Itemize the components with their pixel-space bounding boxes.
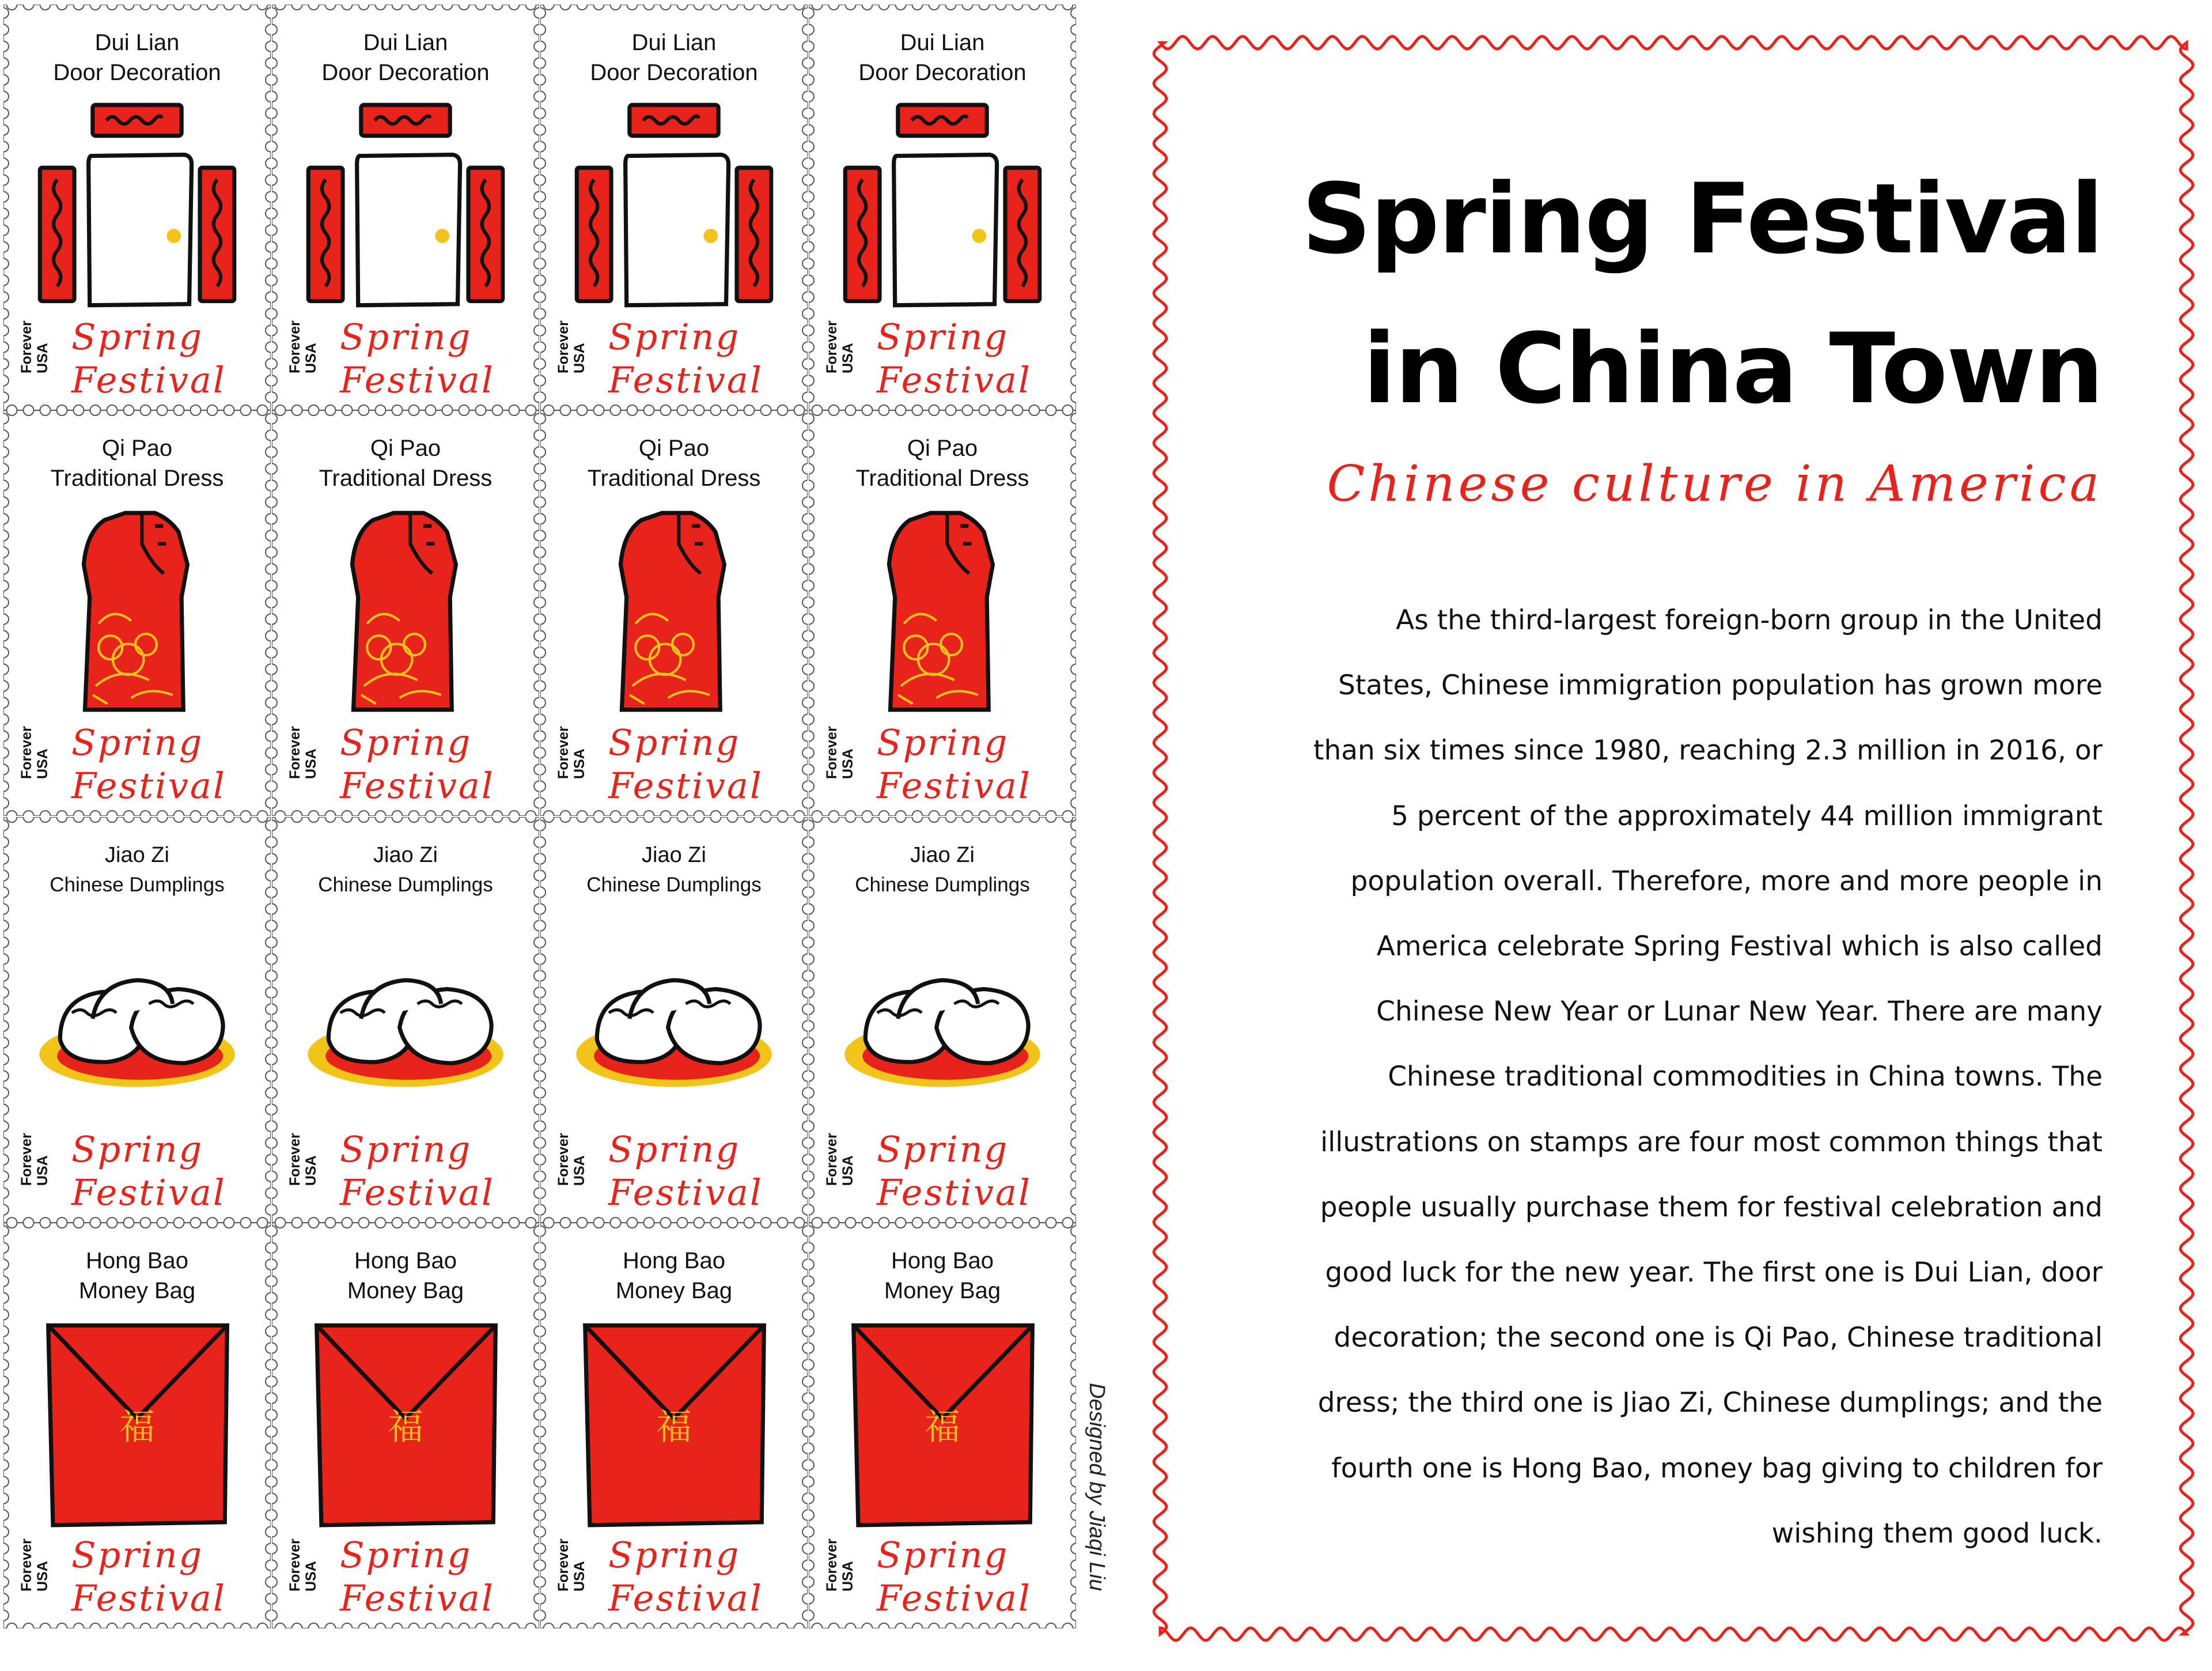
denomination-forever: Forever bbox=[287, 1133, 303, 1186]
stamp-item-description: Chinese Dumplings bbox=[855, 874, 1030, 896]
stamp-word-festival: Festival bbox=[608, 765, 763, 807]
stamp-sheet bbox=[0, 0, 1094, 1659]
stamp-item-description: Door Decoration bbox=[53, 60, 221, 85]
stamp-bag-1 bbox=[3, 1223, 271, 1628]
body-line: dress; the third one is Jiao Zi, Chinese dumplings; and the bbox=[1317, 1387, 2103, 1419]
stamp-caption bbox=[540, 1246, 808, 1306]
stamp-denomination bbox=[555, 704, 607, 779]
stamp-denomination bbox=[18, 298, 70, 373]
bag-illustration bbox=[33, 1321, 241, 1528]
stamp-denomination bbox=[287, 1111, 339, 1186]
body-text bbox=[1285, 588, 2103, 1566]
stamp-denomination bbox=[824, 298, 876, 373]
stamp-caption bbox=[540, 840, 808, 900]
stamp-word-spring: Spring bbox=[71, 1128, 204, 1170]
stamp-denomination bbox=[555, 298, 607, 373]
stamp-item-name: Qi Pao bbox=[370, 436, 441, 461]
denomination-usa: USA bbox=[571, 1155, 588, 1186]
dumplings-illustration bbox=[570, 915, 778, 1122]
stamp-word-festival: Festival bbox=[877, 765, 1032, 807]
denomination-usa: USA bbox=[840, 343, 856, 373]
dumplings-illustration bbox=[33, 915, 241, 1122]
stamp-item-description: Chinese Dumplings bbox=[50, 874, 225, 896]
stamp-bag-3 bbox=[540, 1223, 808, 1628]
stamp-item-name: Jiao Zi bbox=[910, 843, 975, 867]
stamp-denomination bbox=[824, 1517, 876, 1591]
body-line: than six times since 1980, reaching 2.3 million in 2016, or bbox=[1313, 735, 2103, 767]
stamp-item-description: Money Bag bbox=[615, 1278, 733, 1303]
denomination-forever: Forever bbox=[287, 1538, 303, 1591]
body-line: good luck for the new year. The first one is Dui Lian, door bbox=[1325, 1257, 2103, 1289]
subtitle: Chinese culture in America bbox=[1327, 455, 2103, 513]
stamp-item-description: Door Decoration bbox=[590, 60, 758, 85]
stamp-word-spring: Spring bbox=[877, 721, 1009, 763]
stamp-word-festival: Festival bbox=[608, 1171, 763, 1213]
stamp-word-spring: Spring bbox=[877, 1128, 1009, 1170]
dress-illustration bbox=[302, 508, 509, 716]
body-line: 5 percent of the approximately 44 million immigrant bbox=[1391, 800, 2103, 832]
denomination-usa: USA bbox=[571, 1561, 588, 1591]
stamp-item-name: Hong Bao bbox=[86, 1248, 188, 1273]
dumplings-illustration bbox=[302, 915, 509, 1122]
stamp-word-festival: Festival bbox=[340, 1577, 495, 1619]
stamp-word-festival: Festival bbox=[71, 1577, 226, 1619]
door-illustration bbox=[33, 103, 241, 310]
stamp-item-description: Money Bag bbox=[884, 1278, 1001, 1303]
stamp-denomination bbox=[287, 1517, 339, 1591]
fortune-glyph: 福 bbox=[388, 1406, 423, 1448]
denomination-usa: USA bbox=[840, 1155, 856, 1186]
stamp-item-name: Dui Lian bbox=[900, 30, 985, 55]
stamp-item-description: Money Bag bbox=[78, 1278, 196, 1303]
fortune-glyph: 福 bbox=[925, 1406, 960, 1448]
stamp-item-description: Money Bag bbox=[347, 1278, 464, 1303]
denomination-forever: Forever bbox=[555, 1133, 571, 1186]
stamp-denomination bbox=[18, 1111, 70, 1186]
denomination-forever: Forever bbox=[287, 320, 303, 373]
fortune-glyph: 福 bbox=[119, 1406, 155, 1448]
denomination-forever: Forever bbox=[18, 1538, 35, 1591]
stamp-dress-2 bbox=[272, 410, 539, 816]
body-line: decoration; the second one is Qi Pao, Chinese traditional bbox=[1334, 1322, 2103, 1354]
stamp-item-name: Hong Bao bbox=[623, 1248, 725, 1273]
info-panel bbox=[1152, 35, 2195, 1642]
dress-illustration bbox=[570, 508, 778, 716]
stamp-dumplings-1 bbox=[3, 817, 271, 1223]
stamp-dumplings-2 bbox=[272, 817, 539, 1223]
stamp-caption bbox=[272, 28, 539, 88]
stamp-caption bbox=[3, 1246, 271, 1306]
stamp-caption bbox=[809, 1246, 1076, 1306]
denomination-usa: USA bbox=[35, 1561, 51, 1591]
stamp-caption bbox=[272, 433, 539, 493]
stamp-item-description: Traditional Dress bbox=[319, 466, 493, 491]
stamp-word-spring: Spring bbox=[877, 1534, 1009, 1576]
stamp-word-spring: Spring bbox=[608, 721, 741, 763]
stamp-word-spring: Spring bbox=[608, 1128, 741, 1170]
body-line: As the third-largest foreign-born group in the United bbox=[1396, 604, 2103, 636]
title-line-2: in China Town bbox=[1362, 312, 2103, 425]
denomination-forever: Forever bbox=[824, 1133, 840, 1186]
stamp-item-name: Hong Bao bbox=[891, 1248, 994, 1273]
stamp-caption bbox=[540, 28, 808, 88]
denomination-forever: Forever bbox=[824, 320, 840, 373]
stamp-word-festival: Festival bbox=[340, 1171, 495, 1213]
stamp-item-description: Traditional Dress bbox=[855, 466, 1029, 491]
denomination-usa: USA bbox=[35, 1155, 51, 1186]
stamp-item-name: Qi Pao bbox=[638, 436, 710, 461]
denomination-usa: USA bbox=[303, 1561, 319, 1591]
bag-illustration bbox=[570, 1321, 778, 1528]
designer-credit: Designed by Jiaqi Liu bbox=[1085, 1383, 1109, 1591]
denomination-usa: USA bbox=[303, 1155, 319, 1186]
page-title bbox=[1238, 144, 2103, 444]
stamp-denomination bbox=[824, 1111, 876, 1186]
stamp-dumplings-3 bbox=[540, 817, 808, 1223]
stamp-caption bbox=[809, 28, 1076, 88]
stamp-word-festival: Festival bbox=[608, 359, 763, 401]
denomination-usa: USA bbox=[35, 748, 51, 779]
body-line: illustrations on stamps are four most common things that bbox=[1320, 1126, 2103, 1158]
stamp-item-name: Dui Lian bbox=[94, 30, 180, 55]
denomination-forever: Forever bbox=[18, 1133, 35, 1186]
stamp-door-1 bbox=[3, 5, 271, 410]
title-line-1: Spring Festival bbox=[1301, 162, 2103, 275]
stamp-caption bbox=[3, 433, 271, 493]
stamp-word-festival: Festival bbox=[877, 1577, 1032, 1619]
stamp-bag-2 bbox=[272, 1223, 539, 1628]
stamp-word-spring: Spring bbox=[608, 1534, 741, 1576]
body-line: wishing them good luck. bbox=[1771, 1517, 2103, 1549]
stamp-denomination bbox=[824, 704, 876, 779]
denomination-usa: USA bbox=[571, 343, 588, 373]
stamp-caption bbox=[540, 433, 808, 493]
bag-illustration bbox=[302, 1321, 509, 1528]
denomination-usa: USA bbox=[571, 748, 588, 779]
stamp-caption bbox=[809, 840, 1076, 900]
stamp-caption bbox=[3, 840, 271, 900]
stamp-word-festival: Festival bbox=[608, 1577, 763, 1619]
denomination-forever: Forever bbox=[18, 320, 35, 373]
body-line: population overall. Therefore, more and more people in bbox=[1350, 865, 2103, 897]
stamp-denomination bbox=[18, 1517, 70, 1591]
denomination-usa: USA bbox=[35, 343, 51, 373]
stamp-item-name: Dui Lian bbox=[363, 30, 448, 55]
stamp-item-description: Traditional Dress bbox=[50, 466, 224, 491]
door-illustration bbox=[570, 103, 778, 310]
stamp-word-festival: Festival bbox=[340, 765, 495, 807]
denomination-forever: Forever bbox=[18, 726, 35, 779]
stamp-word-spring: Spring bbox=[340, 316, 472, 358]
door-illustration bbox=[302, 103, 509, 310]
stamp-item-description: Chinese Dumplings bbox=[318, 874, 493, 896]
stamp-word-spring: Spring bbox=[71, 1534, 204, 1576]
stamp-item-description: Traditional Dress bbox=[587, 466, 761, 491]
body-line: fourth one is Hong Bao, money bag giving to children for bbox=[1331, 1452, 2103, 1484]
denomination-forever: Forever bbox=[824, 1538, 840, 1591]
stamp-denomination bbox=[555, 1111, 607, 1186]
stamp-caption bbox=[272, 1246, 539, 1306]
dress-illustration bbox=[33, 508, 241, 716]
denomination-forever: Forever bbox=[555, 726, 571, 779]
denomination-forever: Forever bbox=[555, 1538, 571, 1591]
stamp-caption bbox=[272, 840, 539, 900]
stamp-word-spring: Spring bbox=[340, 1128, 472, 1170]
stamp-denomination bbox=[287, 298, 339, 373]
denomination-forever: Forever bbox=[824, 726, 840, 779]
fortune-glyph: 福 bbox=[656, 1406, 692, 1448]
stamp-item-name: Jiao Zi bbox=[642, 843, 706, 867]
stamp-word-festival: Festival bbox=[71, 1171, 226, 1213]
bag-illustration bbox=[839, 1321, 1046, 1528]
body-line: Chinese New Year or Lunar New Year. There are many bbox=[1376, 996, 2103, 1028]
stamp-word-spring: Spring bbox=[340, 721, 472, 763]
stamp-word-spring: Spring bbox=[71, 316, 204, 358]
denomination-forever: Forever bbox=[287, 726, 303, 779]
stamp-dress-1 bbox=[3, 410, 271, 816]
denomination-usa: USA bbox=[840, 1561, 856, 1591]
stamp-caption bbox=[3, 28, 271, 88]
stamp-word-festival: Festival bbox=[71, 765, 226, 807]
body-line: Chinese traditional commodities in China towns. The bbox=[1388, 1061, 2103, 1093]
stamp-word-spring: Spring bbox=[608, 316, 741, 358]
stamp-item-name: Hong Bao bbox=[354, 1248, 457, 1273]
stamp-denomination bbox=[18, 704, 70, 779]
stamp-item-name: Qi Pao bbox=[101, 436, 173, 461]
stamp-item-name: Jiao Zi bbox=[373, 843, 438, 867]
stamp-word-festival: Festival bbox=[71, 359, 226, 401]
stamp-word-festival: Festival bbox=[877, 1171, 1032, 1213]
stamp-dress-4 bbox=[809, 410, 1076, 816]
body-line: America celebrate Spring Festival which is also called bbox=[1376, 931, 2103, 963]
stamp-door-4 bbox=[809, 5, 1076, 410]
stamp-word-festival: Festival bbox=[340, 359, 495, 401]
denomination-usa: USA bbox=[840, 748, 856, 779]
stamp-item-description: Door Decoration bbox=[858, 60, 1027, 85]
stamp-word-spring: Spring bbox=[340, 1534, 472, 1576]
stamp-word-festival: Festival bbox=[877, 359, 1032, 401]
denomination-usa: USA bbox=[303, 343, 319, 373]
stamp-caption bbox=[809, 433, 1076, 493]
denomination-forever: Forever bbox=[555, 320, 571, 373]
body-line: people usually purchase them for festival celebration and bbox=[1320, 1191, 2103, 1223]
dumplings-illustration bbox=[839, 915, 1046, 1122]
stamp-dress-3 bbox=[540, 410, 808, 816]
stamp-item-name: Jiao Zi bbox=[105, 843, 169, 867]
stamp-item-name: Qi Pao bbox=[907, 436, 978, 461]
door-illustration bbox=[839, 103, 1046, 310]
stamp-item-name: Dui Lian bbox=[631, 30, 717, 55]
stamp-denomination bbox=[555, 1517, 607, 1591]
stamp-word-spring: Spring bbox=[71, 721, 204, 763]
stamp-word-spring: Spring bbox=[877, 316, 1009, 358]
stamp-dumplings-4 bbox=[809, 817, 1076, 1223]
stamp-item-description: Door Decoration bbox=[321, 60, 490, 85]
stamp-door-2 bbox=[272, 5, 539, 410]
stamp-door-3 bbox=[540, 5, 808, 410]
stamp-denomination bbox=[287, 704, 339, 779]
stamp-bag-4 bbox=[809, 1223, 1076, 1628]
dress-illustration bbox=[839, 508, 1046, 716]
denomination-usa: USA bbox=[303, 748, 319, 779]
body-line: States, Chinese immigration population has grown more bbox=[1338, 670, 2103, 702]
stamp-item-description: Chinese Dumplings bbox=[586, 874, 762, 896]
